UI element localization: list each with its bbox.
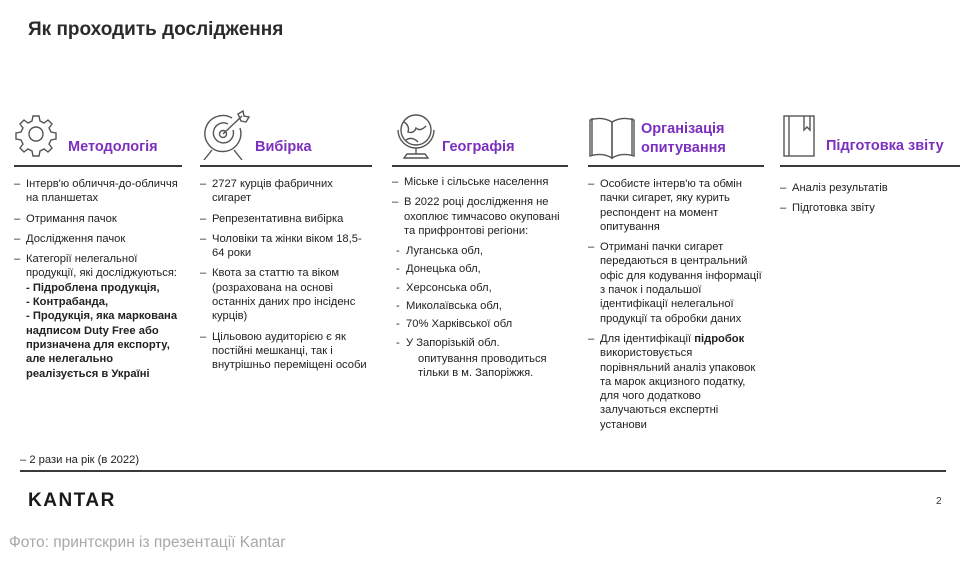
list-item: – Міське і сільське населення [392,175,568,189]
kantar-logo: KANTAR [28,490,116,511]
column-title-line: опитування [641,140,726,156]
list-item: – Інтерв'ю обличчя-до-обличчя на планшетах [14,177,182,206]
notebook-icon [780,108,832,160]
list-item [14,252,182,381]
column-title: Вибірка [255,139,312,155]
item-list [588,167,764,432]
page-title: Як проходить дослідження [28,19,284,40]
item-list [780,167,960,216]
list-item: – Отримані пачки сигарет передаються в центральний офіс для кодування інформації з пачок і подальшої ідентифікації нелегальної продукції та обробки даних [588,240,764,326]
target-icon [200,108,252,160]
list-item: – Квота за статтю та віком (розрахована на основі останніх даних про інсіденс курців) [200,266,372,323]
item-list [200,167,372,373]
list-item-text: Для ідентифікації [600,332,695,345]
bold-line: - Продукція, яка маркована надписом Duty Free або призначена для експорту, але нелегально реалізується в Україні [26,310,178,380]
column-title [641,120,726,158]
column-geography [392,105,568,385]
column-header [780,105,960,167]
column-header [588,105,764,167]
column-header [200,105,372,167]
list-item: – Репрезентативна вибірка [200,212,372,226]
list-item: - Донецька обл, [392,262,568,276]
list-item: - 70% Харківської обл [392,317,568,331]
list-item: - Миколаївська обл, [392,299,568,313]
page-number: 2 [936,496,942,507]
column-methodology [14,105,182,387]
column-title-line: Організація [641,121,725,137]
list-item: – В 2022 році дослідження не охоплює тимчасово окуповані та прифронтові регіони: [392,195,568,238]
divider [20,470,946,472]
column-title: Географія [442,139,515,155]
column-header [14,105,182,167]
gear-icon [14,108,66,160]
list-item: – Дослідження пачок [14,232,182,246]
geography-note: опитування проводиться тільки в м. Запоріжжя. [418,352,547,380]
column-report-preparation [780,105,960,222]
list-item: – Аналіз результатів [780,181,960,195]
list-item: - Херсонська обл, [392,281,568,295]
bold-line: - Підроблена продукція, [26,281,160,294]
globe-icon [392,108,444,160]
list-item: – Чоловіки та жінки віком 18,5- 64 роки [200,232,372,261]
bold-line: - Контрабанда, [26,296,109,309]
list-item-text: використовується порівняльний аналіз упаковок та марок акцизного податку, для чого додатково залучаються експертні установи [600,347,756,431]
column-header [392,105,568,167]
list-item [588,332,764,432]
list-item: – Цільовою аудиторією є як постійні мешканці, так і внутрішньо переміщені особи [200,330,372,373]
frequency-note: – 2 рази на рік (в 2022) [20,454,140,466]
column-title: Підготовка звіту [826,138,944,154]
image-caption: Фото: принтскрин із презентації Kantar [9,534,286,551]
item-list [392,167,568,381]
item-list [14,167,182,381]
book-icon [588,108,640,160]
column-sample [200,105,372,379]
bold-word: підробок [694,332,745,345]
list-item: - Луганська обл, [392,244,568,258]
list-item: – Особисте інтерв'ю та обмін пачки сигарет, яку курить респондент на момент опитування [588,177,764,234]
list-item: - У Запорізькій обл. [392,336,568,350]
list-item: – 2727 курців фабричних сигарет [200,177,372,206]
column-title: Методологія [68,139,158,155]
list-item: – Підготовка звіту [780,201,960,215]
list-item: – Отримання пачок [14,212,182,226]
column-survey-organization [588,105,764,438]
list-item-text: Категорії нелегальної продукції, які досліджуються: [26,253,177,280]
